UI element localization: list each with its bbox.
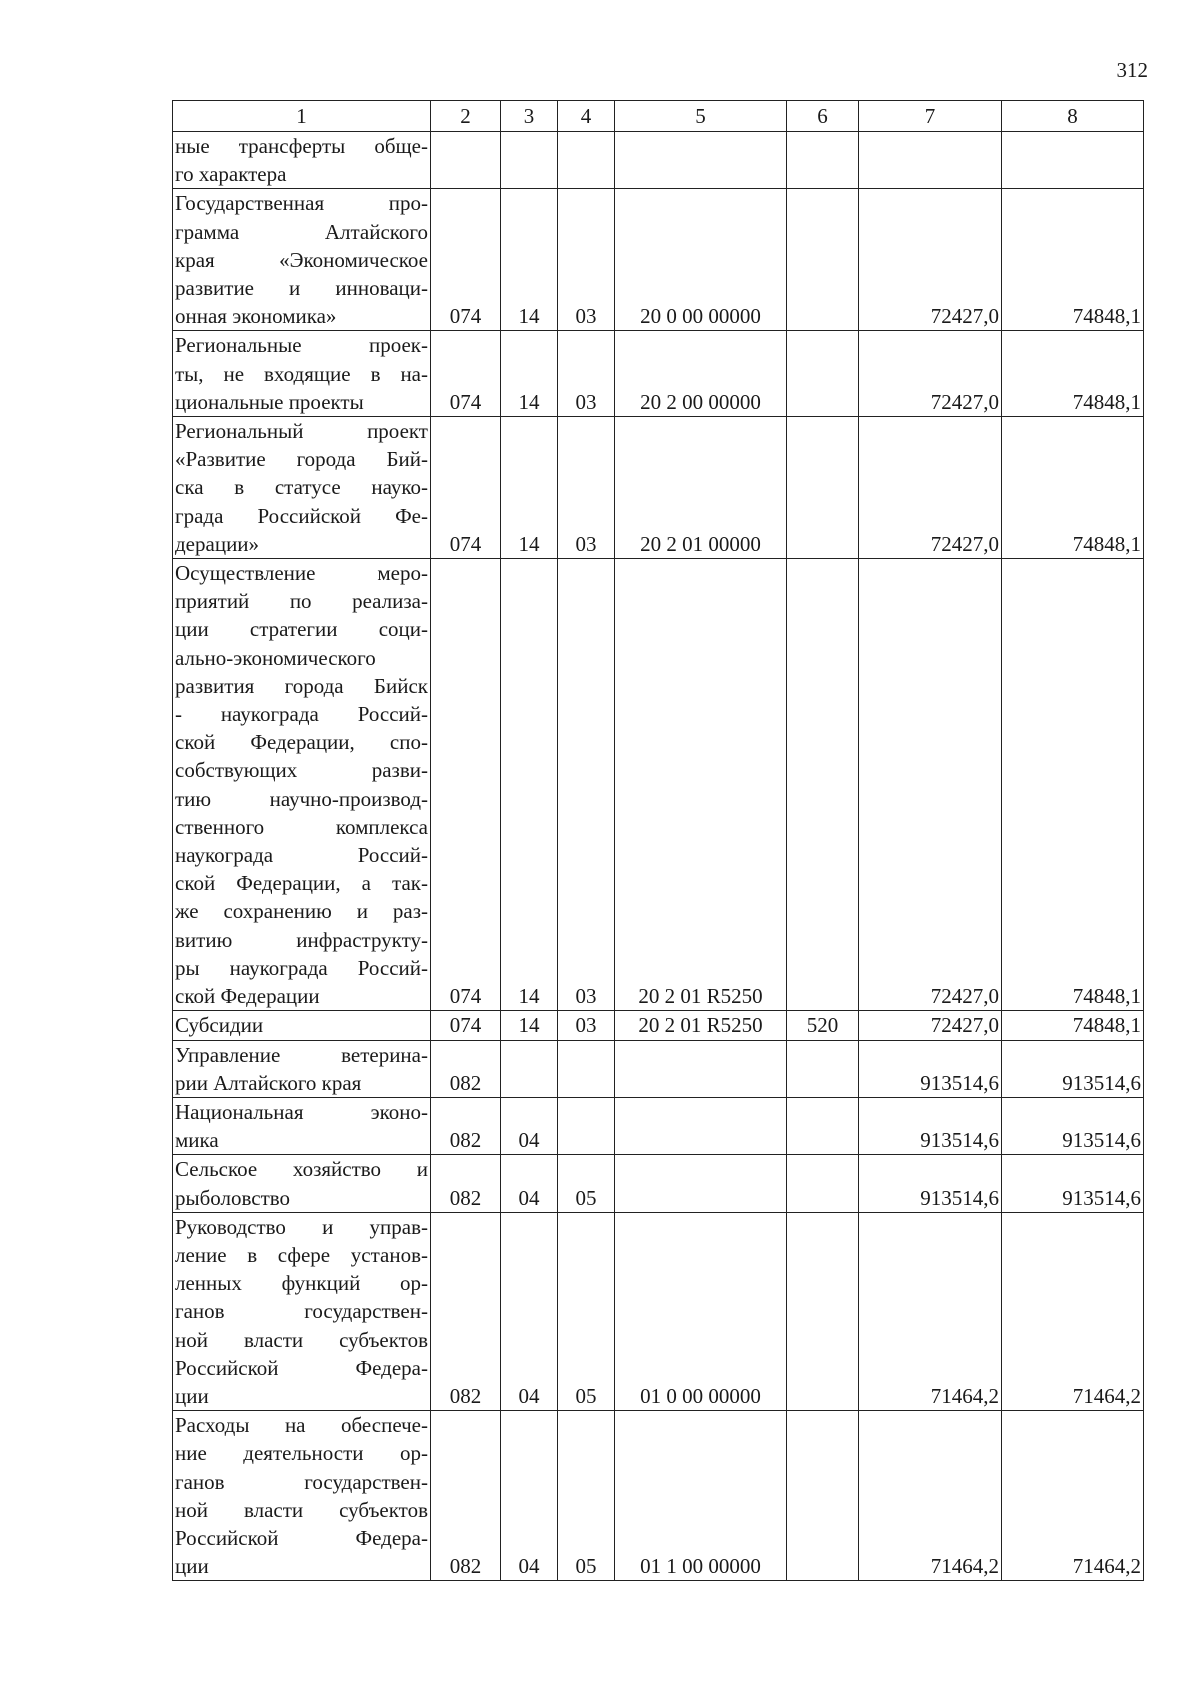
cell-col-5: 01 0 00 00000 <box>615 1212 787 1410</box>
cell-col-4: 05 <box>558 1155 615 1212</box>
column-header-7: 7 <box>859 101 1002 132</box>
cell-col-2: 074 <box>431 1011 501 1040</box>
cell-col-2: 082 <box>431 1040 501 1097</box>
cell-name: Региональный проект «Развитие города Бий- ска в статусе науко- града Российской Фе- дерации» <box>173 417 431 559</box>
cell-name: Субсидии <box>173 1011 431 1040</box>
cell-col-5: 20 2 01 R5250 <box>615 1011 787 1040</box>
cell-col-2: 074 <box>431 331 501 417</box>
cell-col-7: 72427,0 <box>859 331 1002 417</box>
cell-col-6 <box>787 417 859 559</box>
cell-col-3: 04 <box>501 1155 558 1212</box>
cell-col-2: 074 <box>431 189 501 331</box>
cell-col-5 <box>615 1040 787 1097</box>
table-row <box>173 189 1144 331</box>
cell-col-8: 71464,2 <box>1002 1411 1144 1581</box>
table-row <box>173 1040 1144 1097</box>
cell-name: Управление ветерина- рии Алтайского края <box>173 1040 431 1097</box>
cell-name: Региональные проек- ты, не входящие в на- циональные проекты <box>173 331 431 417</box>
table-row <box>173 559 1144 1011</box>
cell-col-4 <box>558 132 615 189</box>
cell-col-3: 14 <box>501 331 558 417</box>
cell-name: Государственная про- грамма Алтайского края «Экономическое развитие и инноваци- онная экономика» <box>173 189 431 331</box>
table-row <box>173 1011 1144 1040</box>
cell-col-7: 913514,6 <box>859 1097 1002 1154</box>
cell-col-4: 03 <box>558 559 615 1011</box>
cell-col-2: 074 <box>431 559 501 1011</box>
cell-col-7: 72427,0 <box>859 1011 1002 1040</box>
header-row <box>173 101 1144 132</box>
cell-col-3: 14 <box>501 1011 558 1040</box>
cell-col-4: 03 <box>558 1011 615 1040</box>
cell-col-4: 05 <box>558 1212 615 1410</box>
cell-col-3: 04 <box>501 1097 558 1154</box>
cell-col-5: 01 1 00 00000 <box>615 1411 787 1581</box>
column-header-4: 4 <box>558 101 615 132</box>
cell-col-4 <box>558 1040 615 1097</box>
cell-col-4 <box>558 1097 615 1154</box>
cell-col-5 <box>615 1097 787 1154</box>
cell-col-7: 71464,2 <box>859 1411 1002 1581</box>
table-row <box>173 331 1144 417</box>
cell-col-3: 04 <box>501 1411 558 1581</box>
cell-col-2: 082 <box>431 1155 501 1212</box>
cell-col-7 <box>859 132 1002 189</box>
table-row <box>173 1411 1144 1581</box>
page-number: 312 <box>1116 58 1148 82</box>
table-row <box>173 1097 1144 1154</box>
cell-col-2: 074 <box>431 417 501 559</box>
cell-col-6 <box>787 559 859 1011</box>
cell-col-6: 520 <box>787 1011 859 1040</box>
cell-col-8: 74848,1 <box>1002 559 1144 1011</box>
cell-col-4: 03 <box>558 189 615 331</box>
cell-col-2 <box>431 132 501 189</box>
cell-col-7: 913514,6 <box>859 1040 1002 1097</box>
cell-col-6 <box>787 1411 859 1581</box>
table-header <box>173 101 1144 132</box>
cell-col-8: 74848,1 <box>1002 189 1144 331</box>
table-row <box>173 417 1144 559</box>
cell-col-4: 05 <box>558 1411 615 1581</box>
cell-col-3 <box>501 132 558 189</box>
column-header-8: 8 <box>1002 101 1144 132</box>
cell-col-5: 20 2 01 R5250 <box>615 559 787 1011</box>
cell-col-6 <box>787 189 859 331</box>
column-header-3: 3 <box>501 101 558 132</box>
cell-col-6 <box>787 1212 859 1410</box>
cell-col-2: 082 <box>431 1097 501 1154</box>
cell-col-8: 913514,6 <box>1002 1097 1144 1154</box>
cell-col-3: 14 <box>501 189 558 331</box>
cell-name: ные трансферты обще- го характера <box>173 132 431 189</box>
cell-col-4: 03 <box>558 331 615 417</box>
table-row <box>173 1212 1144 1410</box>
cell-col-8: 71464,2 <box>1002 1212 1144 1410</box>
cell-col-3: 14 <box>501 417 558 559</box>
cell-name: Сельское хозяйство и рыболовство <box>173 1155 431 1212</box>
cell-col-8: 74848,1 <box>1002 1011 1144 1040</box>
cell-col-3: 04 <box>501 1212 558 1410</box>
cell-col-6 <box>787 132 859 189</box>
column-header-1: 1 <box>173 101 431 132</box>
cell-col-7: 72427,0 <box>859 189 1002 331</box>
cell-col-6 <box>787 1040 859 1097</box>
column-header-5: 5 <box>615 101 787 132</box>
cell-col-6 <box>787 1097 859 1154</box>
cell-col-2: 082 <box>431 1212 501 1410</box>
column-header-2: 2 <box>431 101 501 132</box>
table-body <box>173 132 1144 1581</box>
cell-col-8 <box>1002 132 1144 189</box>
cell-name: Руководство и управ- ление в сфере установ- ленных функций ор- ганов государствен- ной власти субъектов Российской Федера- ции <box>173 1212 431 1410</box>
cell-name: Национальная эконо- мика <box>173 1097 431 1154</box>
cell-col-2: 082 <box>431 1411 501 1581</box>
cell-col-7: 72427,0 <box>859 417 1002 559</box>
cell-col-7: 71464,2 <box>859 1212 1002 1410</box>
cell-col-5 <box>615 1155 787 1212</box>
budget-table <box>172 100 1144 1581</box>
cell-col-3: 14 <box>501 559 558 1011</box>
cell-col-6 <box>787 1155 859 1212</box>
cell-col-8: 913514,6 <box>1002 1155 1144 1212</box>
cell-col-5: 20 2 01 00000 <box>615 417 787 559</box>
column-header-6: 6 <box>787 101 859 132</box>
cell-name: Осуществление меро- приятий по реализа- ции стратегии соци- ально-экономического развития города Бийск - наукограда Россий- ской Федерации, спо- собствующих разви- тию научно-производ- ственного комплекса наукограда Россий- ской Федерации, а так- же сохранению и раз- витию инфраструкту- ры наукограда Россий- ской Федерации <box>173 559 431 1011</box>
cell-col-4: 03 <box>558 417 615 559</box>
cell-name: Расходы на обеспече- ние деятельности ор- ганов государствен- ной власти субъектов Российской Федера- ции <box>173 1411 431 1581</box>
cell-col-3 <box>501 1040 558 1097</box>
cell-col-7: 72427,0 <box>859 559 1002 1011</box>
cell-col-5: 20 0 00 00000 <box>615 189 787 331</box>
cell-col-5 <box>615 132 787 189</box>
table-row <box>173 1155 1144 1212</box>
cell-col-7: 913514,6 <box>859 1155 1002 1212</box>
cell-col-8: 74848,1 <box>1002 417 1144 559</box>
cell-col-8: 74848,1 <box>1002 331 1144 417</box>
cell-col-8: 913514,6 <box>1002 1040 1144 1097</box>
cell-col-5: 20 2 00 00000 <box>615 331 787 417</box>
table-row <box>173 132 1144 189</box>
cell-col-6 <box>787 331 859 417</box>
